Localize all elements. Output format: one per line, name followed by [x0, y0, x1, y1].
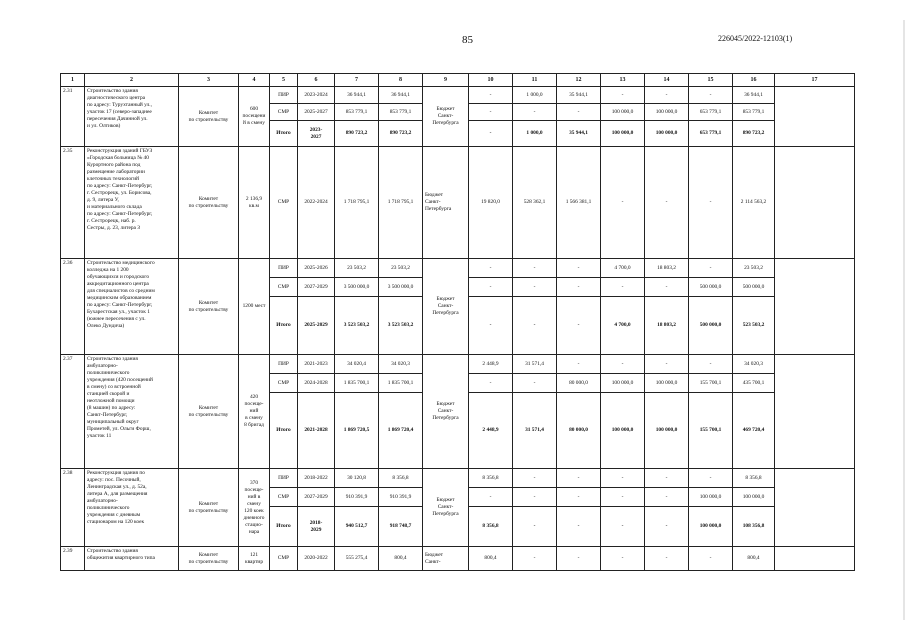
year-value: -: [645, 488, 689, 507]
year-value: -: [469, 259, 513, 278]
year-value: -: [645, 547, 689, 571]
period: 2023- 2027: [298, 121, 335, 147]
capacity: 370 посеще- ний в смену 120 коек дневного стацио- нара: [239, 469, 270, 547]
capacity: 600 посещени й в смену: [239, 87, 270, 147]
col-header: 3: [179, 74, 239, 87]
funding-source: Бюджет Санкт- Петербурга: [423, 87, 469, 147]
table-row: [61, 87, 855, 104]
row-number: 2.35: [61, 147, 85, 259]
total-value: 523 503,2: [733, 297, 775, 355]
year-value: -: [469, 374, 513, 393]
year-value: 155 700,1: [689, 374, 733, 393]
year-value: -: [689, 355, 733, 374]
col-header: 14: [645, 74, 689, 87]
period: 2024-2028: [298, 374, 335, 393]
year-value: 155 700,1: [689, 393, 733, 469]
budget-table: [60, 73, 855, 571]
year-value: 35 944,1: [557, 121, 601, 147]
year-value: 35 944,1: [557, 87, 601, 104]
col-header: 17: [775, 74, 855, 87]
limit: 23 503,2: [379, 259, 423, 278]
year-value: 80 000,0: [557, 393, 601, 469]
stage-type: ПИР: [270, 87, 298, 104]
total-value: 8 356,8: [733, 469, 775, 488]
cost: 23 503,2: [335, 259, 379, 278]
table-row: [61, 469, 855, 488]
col-header: 13: [601, 74, 645, 87]
limit: 36 944,1: [379, 87, 423, 104]
object-name: Строительство медицинского колледжа на 1 200 обучающихся и городского аккредитационного центра для специалистов со средним медицинским образованием по адресу: Санкт-Петербург, Бухарестская ул., участок 1 (южнее пересечения с ул. Олеко Дундича): [85, 259, 179, 355]
empty-cell: [775, 355, 855, 469]
period: 2025-2027: [298, 104, 335, 121]
total-value: 36 944,1: [733, 87, 775, 104]
period: 2021-2023: [298, 355, 335, 374]
empty-cell: [775, 147, 855, 259]
capacity: 420 посеще- ний в смену 8 бригад: [239, 355, 270, 469]
year-value: 653 779,1: [689, 121, 733, 147]
period: 2027-2029: [298, 488, 335, 507]
year-value: -: [557, 278, 601, 297]
cost: 853 779,1: [335, 104, 379, 121]
cost: 940 512,7: [335, 507, 379, 547]
year-value: 18 803,2: [645, 259, 689, 278]
table-row: [61, 147, 855, 259]
object-name: Строительство здания диагностического центра по адресу: Турухтанный ул., участок 17 (северо-западнее пересечения Дачинной ул. и ул. Олтиков): [85, 87, 179, 147]
page-number: 85: [462, 34, 473, 46]
year-value: -: [557, 355, 601, 374]
year-value: -: [513, 547, 557, 571]
year-value: -: [689, 87, 733, 104]
total-value: 108 356,8: [733, 507, 775, 547]
object-name: Реконструкция здания по адресу: пос. Песочный, Ленинградская ул., д. 52а, литера А, для размещения амбулаторно- поликлинического учреждения с дневным стационаром на 120 коек: [85, 469, 179, 547]
year-value: -: [689, 147, 733, 259]
col-header: 7: [335, 74, 379, 87]
customer: Комитет по строительству: [179, 147, 239, 259]
limit: 1 835 700,1: [379, 374, 423, 393]
limit: 800,4: [379, 547, 423, 571]
empty-cell: [775, 547, 855, 571]
limit: 853 779,1: [379, 104, 423, 121]
year-value: 31 571,4: [513, 355, 557, 374]
stage-type: СМР: [270, 147, 298, 259]
object-name: Реконструкция зданий ГБУЗ «Городская больница № 40 Курортного района под размещение лаборатории клеточных технологий по адресу: Санкт-Петербург, г. Сестрорецк, ул. Борисова, д. 9, литера У, и материального склада по адресу: Санкт-Петербург, г. Сестрорецк, наб. р. Сестры, д. 23, литера З: [85, 147, 179, 259]
year-value: -: [601, 469, 645, 488]
col-header: 15: [689, 74, 733, 87]
cost: 910 391,9: [335, 488, 379, 507]
year-value: 1 000,0: [513, 121, 557, 147]
year-value: 2 448,9: [469, 355, 513, 374]
total-value: 800,4: [733, 547, 775, 571]
year-value: -: [557, 488, 601, 507]
total-value: 100 000,0: [733, 488, 775, 507]
year-value: -: [513, 104, 557, 121]
col-header: 10: [469, 74, 513, 87]
col-header: 12: [557, 74, 601, 87]
year-value: 8 356,8: [469, 507, 513, 547]
table-row: [61, 355, 855, 374]
year-value: -: [689, 547, 733, 571]
year-value: 1 566 381,1: [557, 147, 601, 259]
year-value: -: [513, 469, 557, 488]
year-value: 100 000,0: [645, 393, 689, 469]
year-value: 500 000,0: [689, 278, 733, 297]
customer: Комитет по строительству: [179, 87, 239, 147]
cost: 1 835 700,1: [335, 374, 379, 393]
year-value: -: [689, 469, 733, 488]
period: 2027-2029: [298, 278, 335, 297]
year-value: -: [645, 507, 689, 547]
cost: 30 120,8: [335, 469, 379, 488]
year-value: 100 000,0: [645, 121, 689, 147]
cost: 36 944,1: [335, 87, 379, 104]
stage-type: СМР: [270, 488, 298, 507]
col-header: 6: [298, 74, 335, 87]
period: 2025-2029: [298, 297, 335, 355]
year-value: 100 000,0: [601, 121, 645, 147]
total-value: 853 779,1: [733, 104, 775, 121]
year-value: -: [557, 469, 601, 488]
period: 2023-2024: [298, 87, 335, 104]
object-name: Строительство здания амбулаторно- поликлинического учреждения (420 посещений в смену) со встроенной станцией скорой и неотложной помощи (8 машин) по адресу: Санкт-Петербург, муниципальный округ Прометей, ул. Ольги Форш, участок 11: [85, 355, 179, 469]
row-number: 2.39: [61, 547, 85, 571]
document-id: 226045/2022-12103(1): [718, 34, 793, 43]
cost: 1 869 720,5: [335, 393, 379, 469]
year-value: 100 000,0: [601, 393, 645, 469]
limit: 3 523 503,2: [379, 297, 423, 355]
year-value: -: [513, 374, 557, 393]
col-header: 9: [423, 74, 469, 87]
year-value: -: [601, 87, 645, 104]
year-value: 4 700,0: [601, 259, 645, 278]
year-value: -: [513, 278, 557, 297]
year-value: -: [601, 147, 645, 259]
col-header: 5: [270, 74, 298, 87]
year-value: 100 000,0: [689, 488, 733, 507]
limit: 918 748,7: [379, 507, 423, 547]
limit: 1 718 795,1: [379, 147, 423, 259]
col-header: 16: [733, 74, 775, 87]
stage-type: СМР: [270, 278, 298, 297]
year-value: 80 000,0: [557, 374, 601, 393]
empty-cell: [775, 87, 855, 147]
stage-type: Итого: [270, 393, 298, 469]
stage-type: ПИР: [270, 469, 298, 488]
stage-type: СМР: [270, 374, 298, 393]
stage-type: ПИР: [270, 259, 298, 278]
limit: 3 500 000,0: [379, 278, 423, 297]
year-value: 100 000,0: [601, 104, 645, 121]
stage-type: СМР: [270, 547, 298, 571]
year-value: 18 803,2: [645, 297, 689, 355]
object-name: Строительство здания общежития квартирного типа: [85, 547, 179, 571]
year-value: -: [689, 259, 733, 278]
col-header: 1: [61, 74, 85, 87]
funding-source: Бюджет Санкт-: [423, 547, 469, 571]
customer: Комитет по строительству: [179, 547, 239, 571]
year-value: 500 000,0: [689, 297, 733, 355]
header-row: [61, 74, 855, 87]
period: 2020-2022: [298, 547, 335, 571]
year-value: -: [557, 297, 601, 355]
year-value: -: [645, 278, 689, 297]
cost: 3 523 503,2: [335, 297, 379, 355]
year-value: -: [513, 297, 557, 355]
year-value: -: [557, 507, 601, 547]
funding-source: Бюджет Санкт- Петербурга: [423, 259, 469, 355]
cost: 890 723,2: [335, 121, 379, 147]
year-value: 31 571,4: [513, 393, 557, 469]
year-value: 1 000,0: [513, 87, 557, 104]
year-value: 100 000,0: [601, 374, 645, 393]
total-value: 2 114 563,2: [733, 147, 775, 259]
year-value: 100 000,0: [645, 104, 689, 121]
row-number: 2.38: [61, 469, 85, 547]
period: 2018-2022: [298, 469, 335, 488]
stage-type: Итого: [270, 507, 298, 547]
year-value: -: [469, 87, 513, 104]
year-value: -: [513, 259, 557, 278]
year-value: 8 356,8: [469, 469, 513, 488]
table-row: [61, 547, 855, 571]
stage-type: ПИР: [270, 355, 298, 374]
year-value: -: [645, 87, 689, 104]
cost: 1 718 795,1: [335, 147, 379, 259]
year-value: -: [469, 278, 513, 297]
year-value: -: [601, 547, 645, 571]
period: 2018- 2029: [298, 507, 335, 547]
cost: 34 020,4: [335, 355, 379, 374]
funding-source: Бюджет Санкт- Петербурга: [423, 355, 469, 469]
empty-cell: [775, 259, 855, 355]
capacity: 1200 мест: [239, 259, 270, 355]
stage-type: СМР: [270, 104, 298, 121]
year-value: -: [557, 104, 601, 121]
cost: 555 275,4: [335, 547, 379, 571]
year-value: -: [557, 547, 601, 571]
period: 2025-2026: [298, 259, 335, 278]
year-value: -: [645, 355, 689, 374]
capacity: 2 136,9 кв.м: [239, 147, 270, 259]
row-number: 2.36: [61, 259, 85, 355]
year-value: -: [601, 278, 645, 297]
year-value: -: [513, 488, 557, 507]
year-value: 4 700,0: [601, 297, 645, 355]
year-value: -: [645, 469, 689, 488]
year-value: -: [557, 259, 601, 278]
total-value: 469 720,4: [733, 393, 775, 469]
total-value: 500 000,0: [733, 278, 775, 297]
stage-type: Итого: [270, 121, 298, 147]
customer: Комитет по строительству: [179, 355, 239, 469]
total-value: 435 700,1: [733, 374, 775, 393]
stage-type: Итого: [270, 297, 298, 355]
total-value: 34 020,3: [733, 355, 775, 374]
total-value: 23 503,2: [733, 259, 775, 278]
col-header: 4: [239, 74, 270, 87]
empty-cell: [775, 469, 855, 547]
year-value: 19 820,0: [469, 147, 513, 259]
year-value: 2 448,9: [469, 393, 513, 469]
year-value: -: [601, 488, 645, 507]
year-value: -: [469, 297, 513, 355]
funding-source: Бюджет Санкт- Петербурга: [423, 469, 469, 547]
capacity: 121 квартир: [239, 547, 270, 571]
limit: 8 356,8: [379, 469, 423, 488]
year-value: -: [601, 355, 645, 374]
year-value: 800,4: [469, 547, 513, 571]
limit: 910 391,9: [379, 488, 423, 507]
funding-source: Бюджет Санкт- Петербурга: [423, 147, 469, 259]
period: 2022-2024: [298, 147, 335, 259]
table-row: [61, 259, 855, 278]
col-header: 8: [379, 74, 423, 87]
limit: 34 020,3: [379, 355, 423, 374]
limit: 1 869 720,4: [379, 393, 423, 469]
period: 2021-2028: [298, 393, 335, 469]
year-value: -: [469, 488, 513, 507]
year-value: -: [645, 147, 689, 259]
year-value: -: [601, 507, 645, 547]
row-number: 2.31: [61, 87, 85, 147]
customer: Комитет по строительству: [179, 469, 239, 547]
year-value: -: [469, 121, 513, 147]
year-value: 528 362,1: [513, 147, 557, 259]
total-value: 890 723,2: [733, 121, 775, 147]
year-value: 653 779,1: [689, 104, 733, 121]
cost: 3 500 000,0: [335, 278, 379, 297]
row-number: 2.37: [61, 355, 85, 469]
year-value: -: [513, 507, 557, 547]
year-value: 100 000,0: [689, 507, 733, 547]
year-value: 100 000,0: [645, 374, 689, 393]
col-header: 11: [513, 74, 557, 87]
col-header: 2: [85, 74, 179, 87]
customer: Комитет по строительству: [179, 259, 239, 355]
year-value: -: [469, 104, 513, 121]
limit: 890 723,2: [379, 121, 423, 147]
